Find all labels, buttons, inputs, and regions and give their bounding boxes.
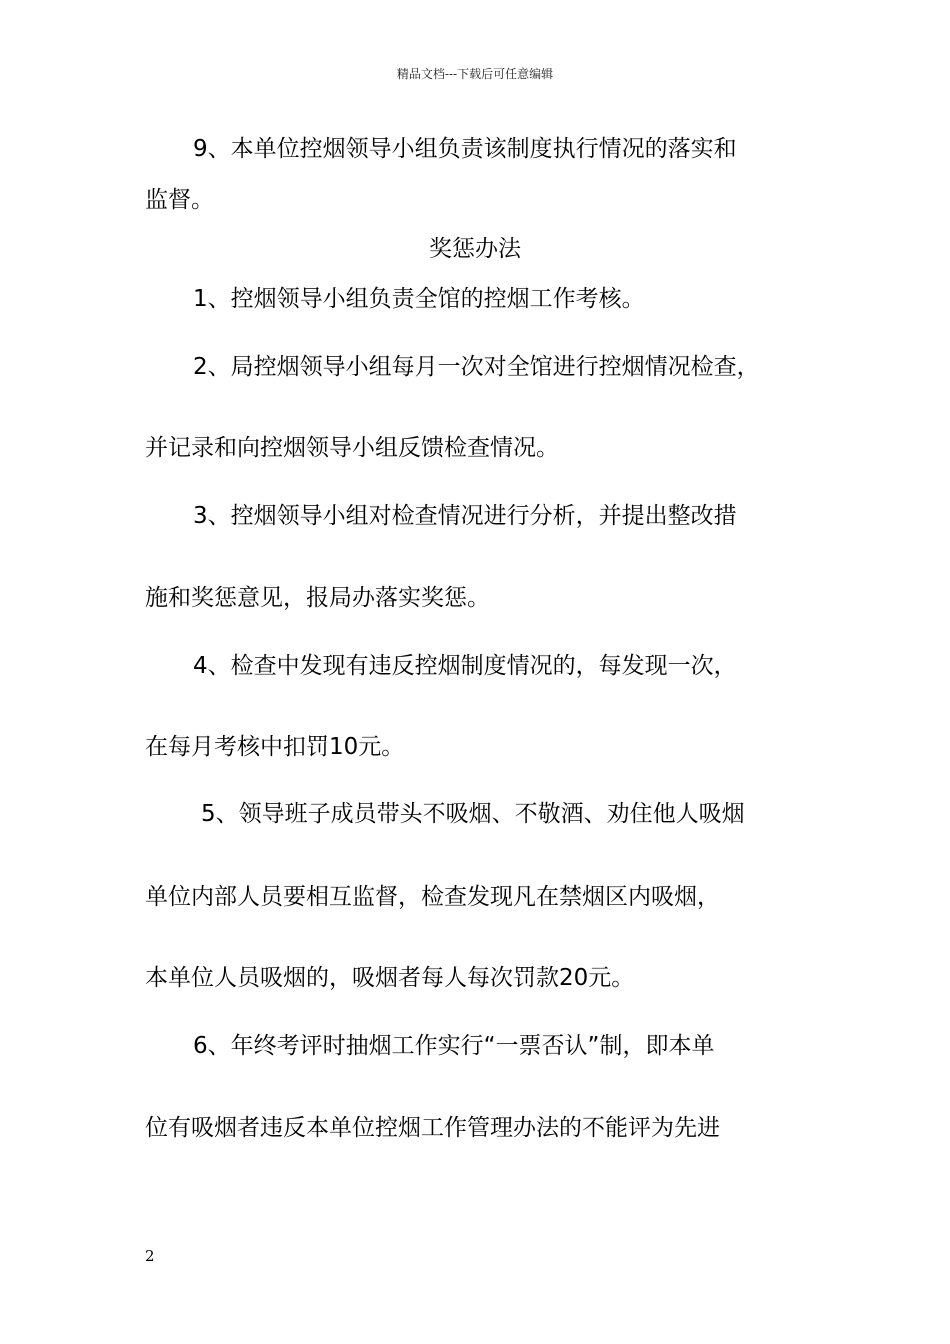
- paragraph-line: 4、检查中发现有违反控烟制度情况的，每发现一次，: [193, 653, 737, 679]
- paragraph-line: 1、控烟领导小组负责全馆的控烟工作考核。: [193, 286, 645, 312]
- paragraph-line: 并记录和向控烟领导小组反馈检查情况。: [145, 435, 559, 461]
- paragraph-line: 2、局控烟领导小组每月一次对全馆进行控烟情况检查，: [193, 354, 760, 380]
- paragraph-line: 施和奖惩意见，报局办落实奖惩。: [145, 585, 490, 611]
- paragraph-line: 单位内部人员要相互监督，检查发现凡在禁烟区内吸烟，: [145, 884, 720, 910]
- page-number: 2: [145, 1247, 155, 1265]
- page-header: 精品文档---下载后可任意编辑: [396, 67, 554, 81]
- paragraph-line: 5、领导班子成员带头不吸烟、不敬酒、劝住他人吸烟: [201, 801, 745, 827]
- paragraph-line: 位有吸烟者违反本单位控烟工作管理办法的不能评为先进: [145, 1115, 720, 1141]
- paragraph-line: 9、本单位控烟领导小组负责该制度执行情况的落实和: [193, 136, 737, 162]
- paragraph-line: 本单位人员吸烟的，吸烟者每人每次罚款20元。: [145, 965, 635, 991]
- paragraph-line: 监督。: [145, 187, 214, 213]
- paragraph-line: 在每月考核中扣罚10元。: [145, 734, 405, 760]
- paragraph-line: 3、控烟领导小组对检查情况进行分析，并提出整改措: [193, 503, 737, 529]
- section-heading: 奖惩办法: [429, 236, 521, 262]
- paragraph-line: 6、年终考评时抽烟工作实行“一票否认”制，即本单: [193, 1033, 715, 1059]
